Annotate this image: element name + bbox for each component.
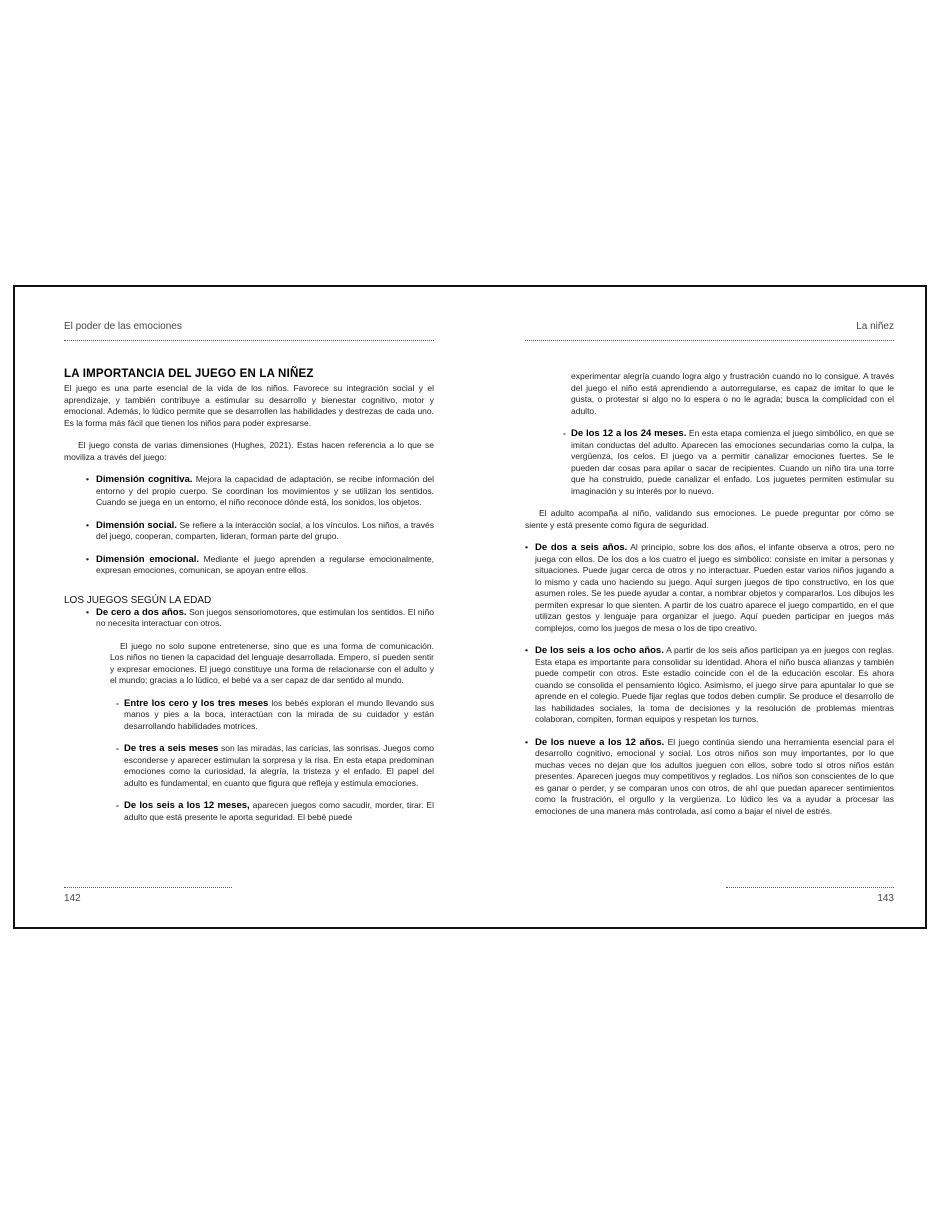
section-subtitle: LOS JUEGOS SEGÚN LA EDAD bbox=[64, 594, 212, 606]
item-term: De los 12 a los 24 meses. bbox=[571, 428, 687, 439]
list-item bbox=[525, 645, 894, 726]
bullet-icon: • bbox=[525, 736, 528, 747]
item-term: De cero a dos años. bbox=[96, 606, 187, 618]
book-spread bbox=[13, 285, 927, 929]
list-item bbox=[64, 743, 434, 789]
item-text: los bebés exploran el mundo llevando sus manos y pies a la boca, interactúan con la mirada de su cuidador y están desarrollando habilidades motrices. bbox=[124, 697, 434, 731]
list-item bbox=[64, 474, 434, 509]
item-term: De los seis a los ocho años. bbox=[535, 645, 664, 656]
dash-marker: - bbox=[116, 697, 119, 708]
item-text: son las miradas, las caricias, las sonrisas. Juegos como esconderse y aparecer estimulan la sorpresa y la risa. En esta etapa predominan emociones como la curiosidad, la alegría, la tristeza y el enfado. El papel del adulto es fundamental, en cuanto que figura que refleja y estimula emociones. bbox=[124, 743, 434, 788]
running-header: El poder de las emociones bbox=[64, 321, 182, 332]
bullet-icon: • bbox=[86, 553, 89, 564]
item-term: De los seis a los 12 meses, bbox=[124, 800, 250, 811]
bullet-icon: • bbox=[86, 606, 89, 617]
item-text: Mejora la capacidad de adaptación, se recibe información del entorno y del propio cuerpo. Se coordinan los movimientos y se utilizan los sentidos. Cuando se juega en un entorno, el niño reconoce dónde está, los sonidos, los objetos. bbox=[96, 474, 434, 507]
list-item bbox=[64, 607, 434, 630]
list-item bbox=[64, 554, 434, 577]
item-text: aparecen juegos como sacudir, morder, tirar. El adulto que está presente le aporta seguridad. El bebé puede bbox=[124, 800, 434, 822]
bullet-icon: • bbox=[86, 474, 89, 484]
bullet-icon: • bbox=[525, 542, 528, 552]
item-term: De dos a seis años. bbox=[535, 542, 628, 553]
item-term: De los nueve a los 12 años. bbox=[535, 736, 665, 748]
item-term: Dimensión cognitiva. bbox=[96, 474, 193, 485]
page-body bbox=[525, 371, 894, 817]
header-rule bbox=[64, 340, 434, 341]
nested-paragraph: El juego no solo supone entretenerse, sino que es una forma de comunicación. Los niños no tienen la capacidad del lenguaje desarrollada. Empero, sí pueden sentir y expresar emociones. El juego constituye una forma de relacionarse con el adulto y el mundo; gracias a lo lúdico, el bebé va a ser capaz de dar sentido al mundo. bbox=[110, 640, 434, 685]
list-item bbox=[525, 542, 894, 634]
right-page bbox=[525, 287, 894, 927]
dash-marker: - bbox=[116, 743, 119, 753]
item-text: Son juegos sensoriomotores, que estimulan los sentidos. El niño no necesita interactuar con otros. bbox=[96, 606, 434, 628]
item-text: Se refiere a la interacción social, a los vínculos. Los niños, a través del juego, cooperan, comparten, lideran, forman parte del grupo. bbox=[96, 519, 434, 541]
item-text: En esta etapa comienza el juego simbólico, en que se imitan conductas del adulto. Aparecen las emociones secundarias como la culpa, la vergüenza, los celos. El juego va a permitir canalizar emociones fuertes. Se le pueden dar cosas para apilar o sacar de recipientes. Cuando un niño tira una torre que ha construido, puede canalizar el enfado. Los juguetes permiten estimular su imaginación y su interés por lo nuevo. bbox=[571, 428, 894, 496]
item-text: Mediante el juego aprenden a regularse emocionalmente, expresan emociones, comunican, se apoyan entre ellos. bbox=[96, 553, 434, 575]
item-text: El juego continúa siendo una herramienta esencial para el desarrollo cognitivo, emocional y social. Los otros niños son muy importantes, por lo que muchas veces no dejan que los adultos jueguen con ellos, sobre todo si otros niños están presentes. Aparecen juegos muy competitivos y reglados. Los niños son conscientes de lo que es ganar o perder, y se comparan unos con otros, de ahí que puedan aparecer sentimientos como la frustración, el orgullo y la vergüenza. Lo lúdico les va a ayudar a procesar las emociones de una manera más controlada, así como a bajar el nivel de estrés. bbox=[535, 736, 894, 816]
list-item bbox=[525, 737, 894, 818]
item-text: Al principio, sobre los dos años, el infante observa a otros, pero no juega con ellos. De los dos a los cuatro el juego es simbólico: consiste en imitar a personas y situaciones. Puede jugar cerca de otros y no interactuar. Pueden estar varios niños jugando a lo mismo y cada uno haciendo su juego. Aquí surgen juegos de tipo constructivo, en los que asumen roles. Se les puede ayudar a contar, a nombrar objetos y compararlos. Los dibujos les permiten expresar lo que sienten. A partir de los cuatro aparece el juego compartido, en el que utilizan gestos y lenguaje para organizar el juego. Aquí pueden participar en juegos más complejos, como los juegos de mesa o los de tipo creativo. bbox=[535, 542, 894, 633]
dash-marker: - bbox=[563, 428, 566, 438]
left-page bbox=[64, 287, 434, 927]
page-body bbox=[64, 367, 434, 823]
list-item bbox=[64, 520, 434, 543]
page-number: 143 bbox=[877, 893, 894, 904]
footer-rule bbox=[64, 887, 232, 888]
footer-rule bbox=[726, 887, 894, 888]
item-term: De tres a seis meses bbox=[124, 743, 219, 754]
continued-paragraph: experimentar alegría cuando logra algo y frustración cuando no lo consigue. A través del juego el niño está aprendiendo a autorregularse, es capaz de imitar lo que le gusta, o protestar si algo no lo espera o no le agrada; busca la complicidad con el adulto. bbox=[571, 371, 894, 416]
bullet-icon: • bbox=[525, 645, 528, 655]
dimensions-intro: El juego consta de varias dimensiones (Hughes, 2021). Estas hacen referencia a lo que se moviliza a través del juego: bbox=[64, 440, 434, 462]
intro-paragraph: El juego es una parte esencial de la vida de los niños. Favorece su integración social y el aprendizaje, y también contribuye a estimular su desarrollo y bienestar cognitivo, motor y emocional. Además, lo lúdico permite que se desarrollen las habilidades y destrezas de cada uno. Es la forma más fácil que tienen los niños para poder expresarse. bbox=[64, 383, 434, 428]
header-rule bbox=[525, 340, 894, 341]
list-item bbox=[64, 698, 434, 733]
item-text: A partir de los seis años participan ya en juegos con reglas. Esta etapa es importante para consolidar su identidad. Ahora el niño busca alianzas y también puede competir con otros. Este estadio coincide con el de la educación escolar. Es ahora cuando se consolida el pensamiento lógico. Asimismo, el juego sirve para apuntalar lo que se aprende en el colegio. Puede fijar reglas que todos deben cumplir. Se produce el desarrollo de las habilidades sociales, la toma de decisiones y la resolución de problemas mientras colaboran, compiten, forman equipos y respetan los turnos. bbox=[535, 645, 894, 724]
item-term: Entre los cero y los tres meses bbox=[124, 697, 269, 709]
section-title: LA IMPORTANCIA DEL JUEGO EN LA NIÑEZ bbox=[64, 368, 314, 380]
item-term: Dimensión social. bbox=[96, 519, 177, 531]
dash-marker: - bbox=[116, 800, 119, 810]
adult-paragraph: El adulto acompaña al niño, validando sus emociones. Le puede preguntar por cómo se siente y está presente como figura de seguridad. bbox=[525, 508, 894, 530]
running-header: La niñez bbox=[856, 321, 894, 332]
page-number: 142 bbox=[64, 893, 81, 904]
list-item bbox=[64, 800, 434, 823]
bullet-icon: • bbox=[86, 519, 89, 530]
list-item bbox=[525, 428, 894, 497]
item-term: Dimensión emocional. bbox=[96, 553, 200, 565]
